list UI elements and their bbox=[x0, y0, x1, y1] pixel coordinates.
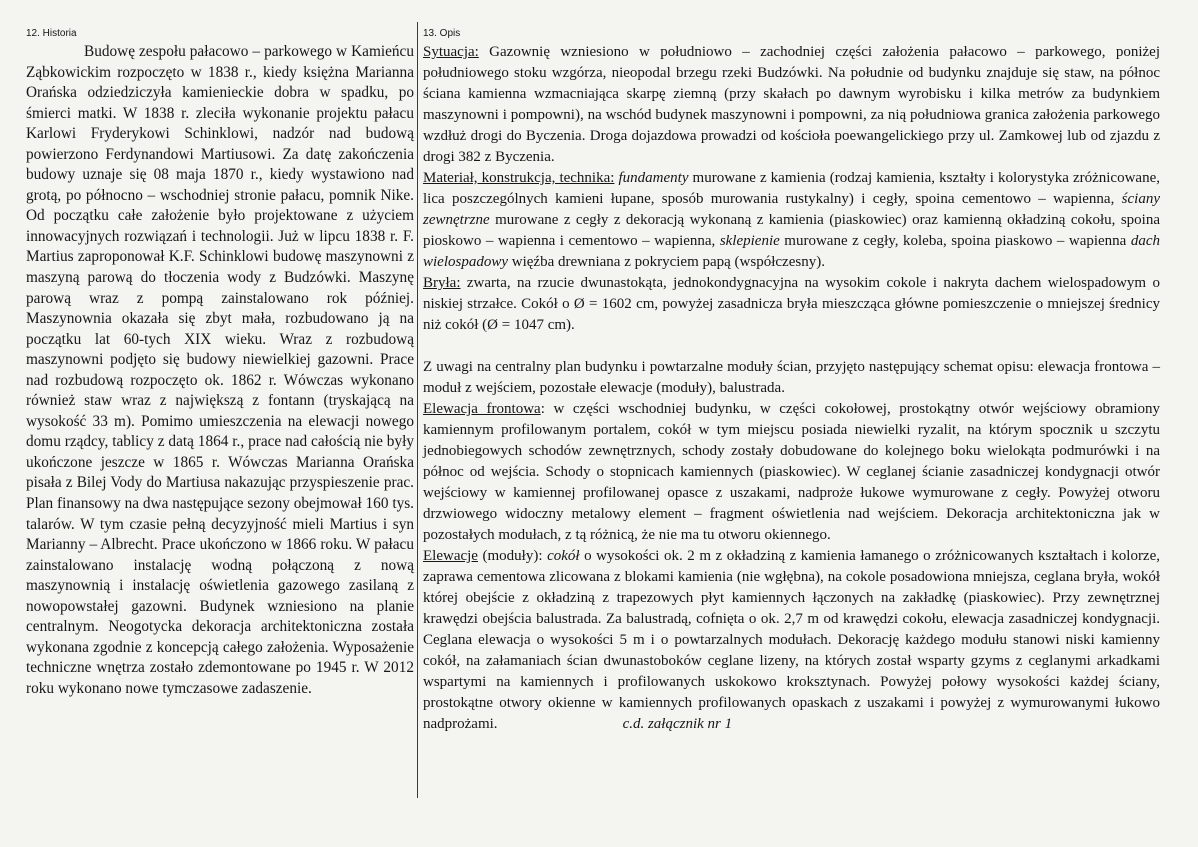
elevations-text-1: (moduły): bbox=[477, 548, 548, 564]
material-vault: sklepienie bbox=[719, 233, 780, 249]
material-text-5: więźba drewniana z pokryciem papą (współczesny). bbox=[508, 254, 825, 270]
history-column bbox=[26, 28, 414, 700]
elevations-text-2: o wysokości ok. 2 m z okładziną z kamienia łamanego o zróżnicowanych kształtach i kolorze, zaprawa cementowa zlicowana z blokami kamienia (nie wgłębna), na cokole posadowiona mniejsza, ceglana bryła, wokół której obejście z okładziną z trapezowych płyt kamiennych łączonych na zakładkę (piaskowiec). Przy zewnętrznej krawędzi obejścia balustrada. Za balustradą, cofnięta o ok. 2,7 m od krawędzi cokołu, elewacja zasadniczej kondygnacji. Ceglana elewacja o wysokości 5 m i o powtarzalnych modułach. Dekorację każdego modułu stanowi niski kamienny cokół, na załamaniach ścian dwunastoboków ceglane lizeny, na których został wsparty gzyms z ceglanymi arkadkami wspartymi na kamiennych i profilowanych uskokowo kroksztynach. Powyżej połowy wysokości każdej ściany, prostokątne otwory okienne w kamiennych profilowanych opaskach z uszakami i powyżej z wymurowanymi łukowo nadprożami. bbox=[423, 548, 1161, 732]
massing-text: zwarta, na rzucie dwunastokąta, jednokondygnacyjna na wysokim cokole i nakryta dachem wielospadowym o niskiej strzałce. Cokół o Ø = 1602 cm, powyżej zasadnicza bryła mieszcząca główne pomieszczenie o mniejszej średnicy niż cokół (Ø = 1047 cm). bbox=[423, 275, 1160, 333]
history-text: Budowę zespołu pałacowo – parkowego w Kamieńcu Ząbkowickim rozpoczęto w 1838 r., kiedy księżna Marianna Orańska odziedziczyła kamienieckie dobra w spadku, po śmierci matki. W 1838 r. zleciła wykonanie projektu pałacu Karlowi Fryderykowi Schinklowi, nadzór nad budową powierzono Ferdynandowi Martiusowi. Za datę zakończenia budowy uznaje się 08 maja 1870 r., kiedy wystawiono nad grotą, po północno – wschodniej stronie pałacu, pomnik Nike. Od początku całe założenie było projektowane z użyciem innowacyjnych rozwiązań i technologii. Już w lipcu 1838 r. F. Martius zaproponował K.F. Schinklowi budowę maszynowni z maszyną parową do tłoczenia wody z Budzówki. Maszynę parową wraz z pompą zainstalowano rok później. Maszynownia okazała się zbyt mała, rozbudowano ją na początku lat 60-tych XIX wieku. Wraz z rozbudową maszynowni podjęto się budowy niewielkiej gazowni. Prace nad rozbudową rozpoczęto ok. 1862 r. Wówczas wykonano również staw wraz z największą z fontann (tryskającą na wysokość 33 m). Pomimo umieszczenia na elewacji nowego domu rządcy, tablicy z datą 1864 r., prace nad całością nie były ukończone jeszcze w 1865 r. Wówczas Marianna Orańska pisała z Bilej Vody do Martiusa nakazując przyspieszenie prac. Plan finansowy na dwa następujące sezony obejmował 160 tys. talarów. W tym czasie pełną decyzyjność mieli Martius i syn Marianny – Albrecht. Prace ukończono w 1866 roku. W pałacu zainstalowano instalację wodną połączoną z nową maszynownią i instalację oświetlenia gazowego zasilaną z nowopowstałej gazowni. Budynek wzniesiono na planie centralnym. Neogotycka dekoracja architektoniczna została wykonana zgodnie z koncepcją całego założenia. Wyposażenie techniczne wnętrza zostało zdemontowane po 1945 r. W 2012 roku wykonano nowe tymczasowe zadaszenie. bbox=[26, 43, 414, 697]
paragraph-gap bbox=[423, 336, 1160, 357]
material-label: Materiał, konstrukcja, technika: bbox=[423, 170, 615, 186]
front-elevation-label: Elewacja frontowa bbox=[423, 401, 541, 417]
material-paragraph bbox=[423, 168, 1160, 273]
massing-label: Bryła: bbox=[423, 275, 461, 291]
elevations-paragraph bbox=[423, 546, 1160, 735]
description-section-label: 13. Opis bbox=[423, 28, 461, 39]
front-elevation-paragraph bbox=[423, 399, 1160, 546]
situation-label: Sytuacja: bbox=[423, 44, 479, 60]
massing-paragraph bbox=[423, 273, 1160, 336]
column-divider bbox=[417, 22, 418, 798]
material-roof: dach wielospadowy bbox=[423, 233, 1161, 270]
front-elevation-text: : w części wschodniej budynku, w części cokołowej, prostokątny otwór wejściowy obramiony kamiennym profilowanym portalem, cokół w tym miejscu posiada niewielki ryzalit, na którym spocznik u szczytu jednobiegowych schodów zewnętrznych, schody zostały dobudowane do kolejnego boku wielokąta podmurówki i na północ od wejścia. Schody o stopnicach kamiennych (piaskowiec). W ceglanej ścianie zasadniczej kondygnacji otwór wejściowy w kamiennej profilowanej opasce z uszakami, nadproże łukowe wymurowane z cegły. Powyżej otworu drzwiowego widoczny metalowy element – fragment oświetlenia nad wejściem. Dekoracja architektoniczna jak w pozostałych modułach, z tą różnicą, że nie ma tu otworu okiennego. bbox=[423, 401, 1161, 543]
material-foundations: fundamenty bbox=[618, 170, 689, 186]
elevations-label: Elewacje bbox=[423, 548, 478, 564]
description-column bbox=[423, 28, 1160, 735]
material-text-4: murowane z cegły, koleba, spoina piaskowo – wapienna bbox=[779, 233, 1131, 249]
material-text-2: murowane z kamienia (rodzaj kamienia, kształty i kolorystyka zróżnicowane, lica poszczególnych kamieni łupane, sposób murowania rustykalny) i cegły, spoina cementowo – wapienna, bbox=[423, 170, 1160, 207]
intro-paragraph: Z uwagi na centralny plan budynku i powtarzalne moduły ścian, przyjęto następujący schemat opisu: elewacja frontowa – moduł z wejściem, pozostałe elewacje (moduły), balustrada. bbox=[423, 359, 1160, 396]
material-outer-walls: ściany zewnętrzne bbox=[423, 191, 1160, 228]
situation-text: Gazownię wzniesiono w południowo – zachodniej części założenia pałacowo – parkowego, poniżej południowego stoku wzgórza, nieopodal brzegu rzeki Budzówki. Na południe od budynku znajduje się staw, na północ ściana kamienna wzmacniająca skarpę ziemną (przy skałach po dawnym wyrobisku i kilka metrów za budynkiem maszynowni i pompowni), na wschód budynek maszynowni i pompowni, za nią południowa granica założenia parkowego wzdłuż drogi do Byczenia. Droga dojazdowa prowadzi od kościoła poewangelickiego przy ul. Zamkowej lub od zjazdu z drogi 382 z Byczenia. bbox=[423, 44, 1160, 165]
material-text-3: murowane z cegły z dekoracją wykonaną z kamienia (piaskowiec) oraz kamienną okładziną cokołu, spoina pioskowo – wapienna i cementowo – wapienna, bbox=[423, 212, 1160, 249]
continuation-note: c.d. załącznik nr 1 bbox=[622, 716, 733, 732]
situation-paragraph bbox=[423, 42, 1160, 168]
elevations-plinth: cokół bbox=[547, 548, 580, 564]
history-section-label: 12. Historia bbox=[26, 28, 77, 39]
